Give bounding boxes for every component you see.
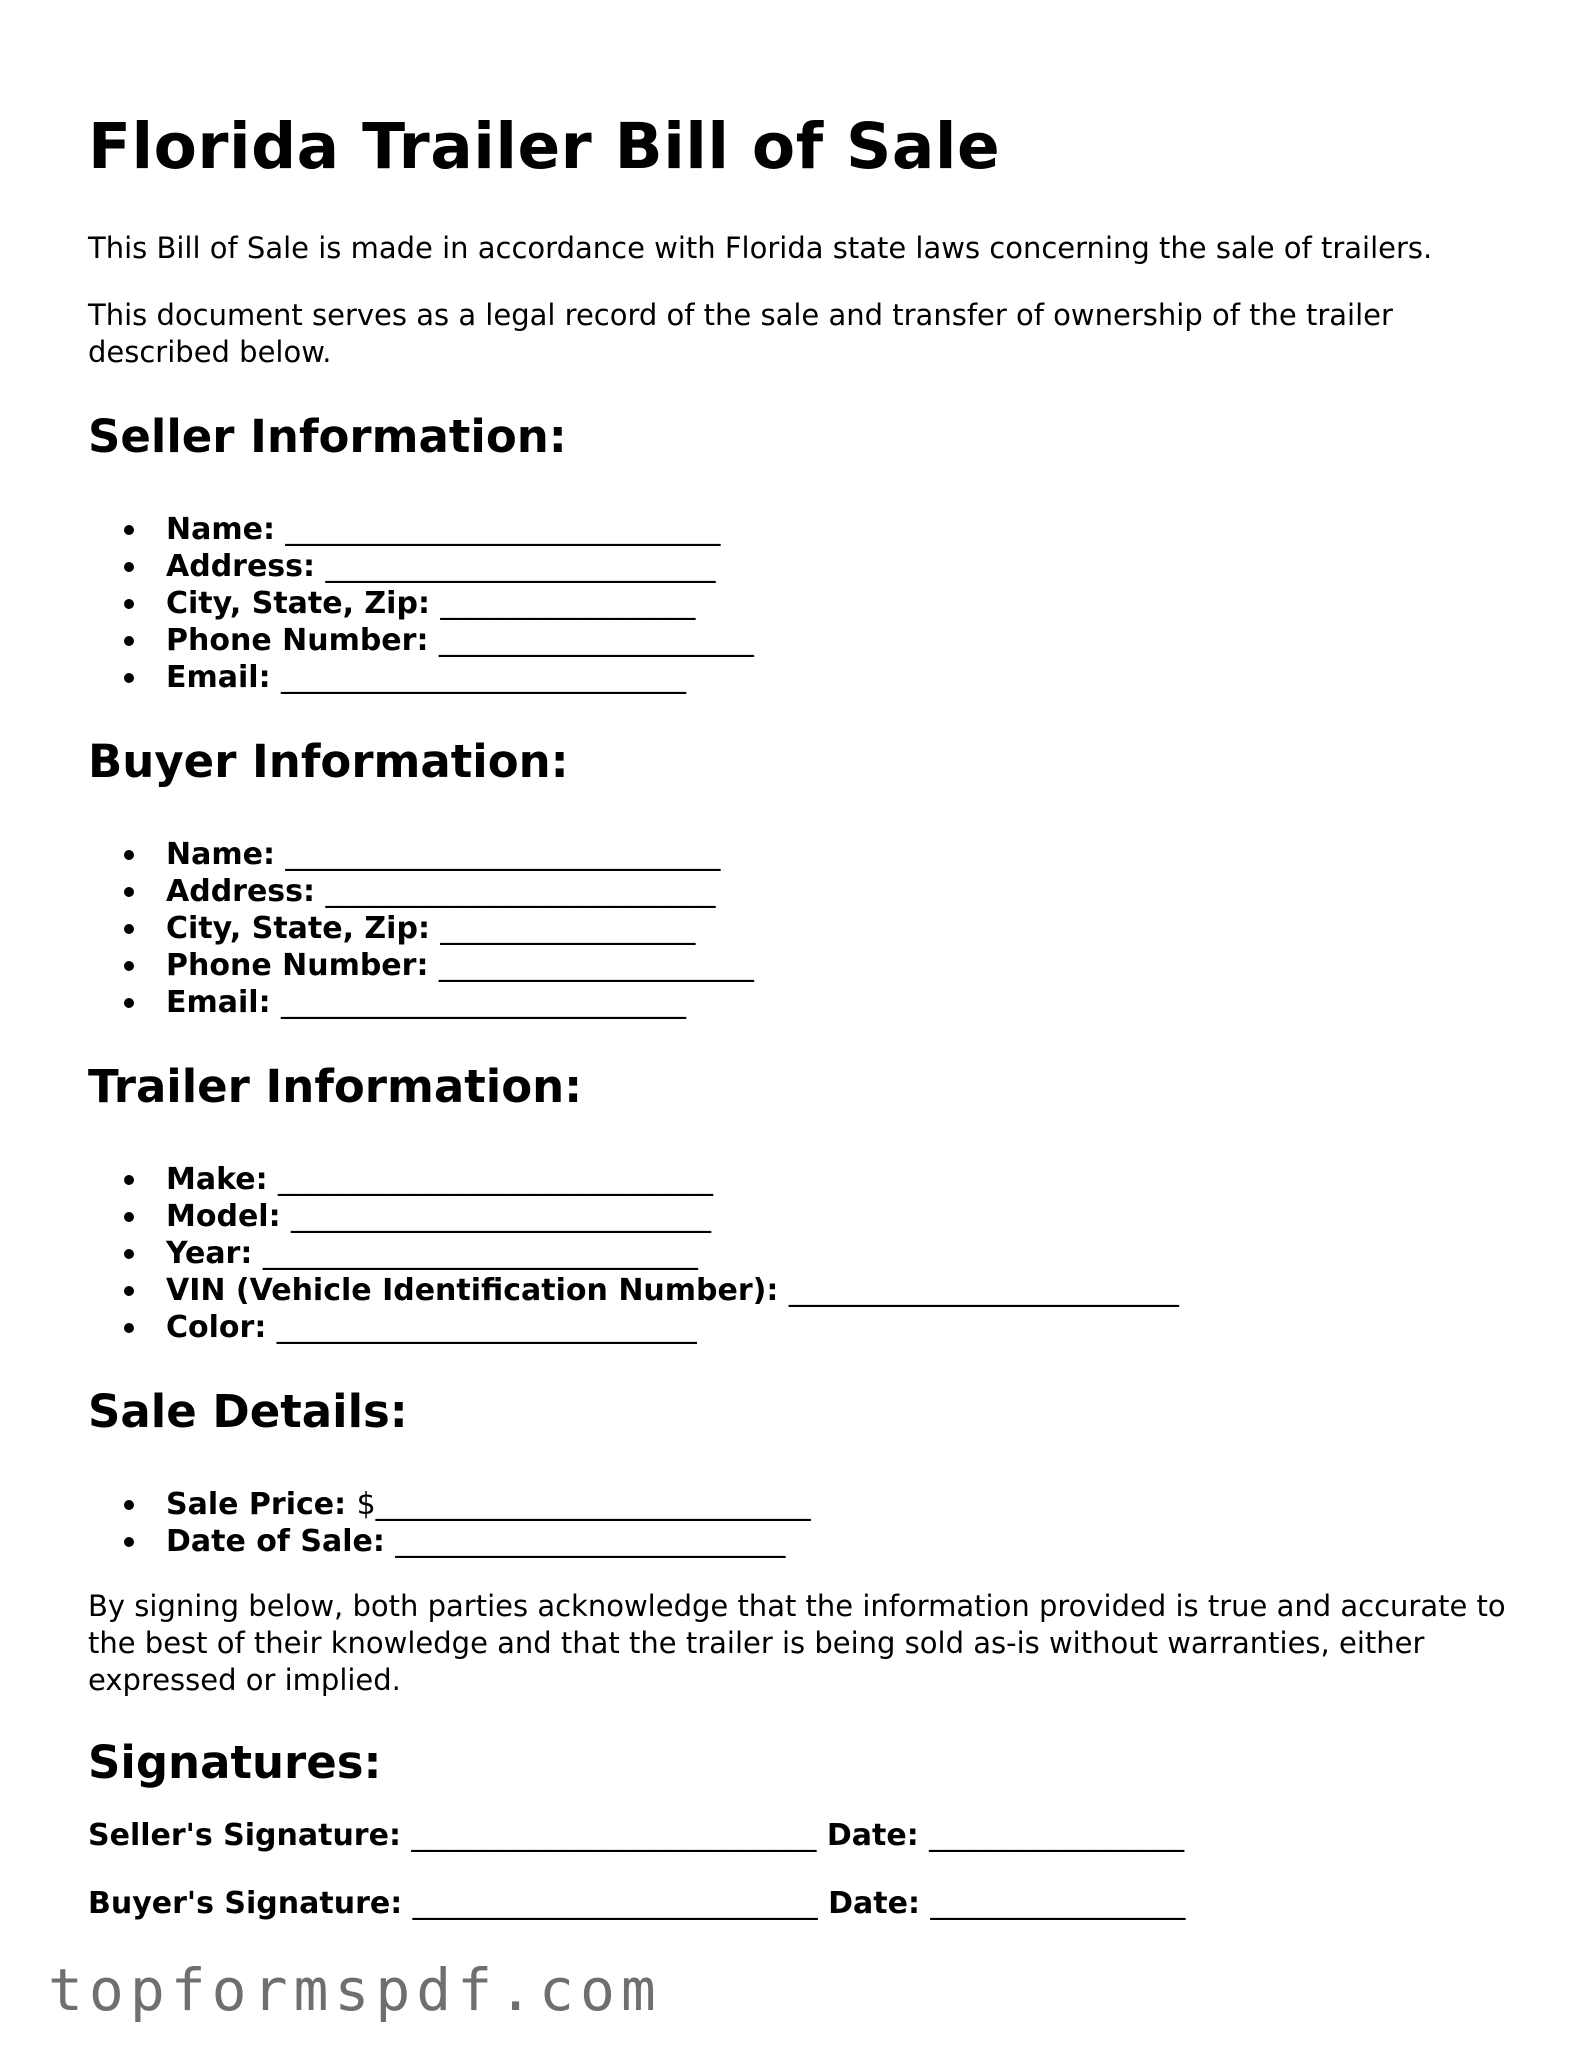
sale-section-heading: Sale Details: — [88, 1385, 408, 1438]
seller-phone-blank: _____________________ — [438, 623, 754, 658]
buyer-date-blank: _________________ — [930, 1886, 1186, 1921]
seller-date-blank: _________________ — [929, 1818, 1185, 1853]
buyer-city-state-zip-field: City, State, Zip: _________________ — [166, 910, 1508, 947]
buyer-name-blank: _____________________________ — [285, 837, 721, 872]
trailer-fields-list — [88, 1161, 1508, 1346]
buyer-email-field: Email: ___________________________ — [166, 984, 1508, 1021]
trailer-year-field: Year: _____________________________ — [166, 1235, 1508, 1272]
buyer-phone-blank: _____________________ — [438, 948, 754, 983]
trailer-vin-blank: __________________________ — [788, 1273, 1179, 1308]
seller-section-heading: Seller Information: — [88, 410, 567, 463]
buyer-signature-blank: ___________________________ — [412, 1886, 818, 1921]
buyer-city-state-zip-blank: _________________ — [440, 911, 696, 946]
trailer-color-field: Color: ____________________________ — [166, 1309, 1508, 1346]
intro-paragraph-2: This document serves as a legal record of the sale and transfer of ownership of the trailer described below. — [88, 298, 1393, 369]
seller-phone-field: Phone Number: _____________________ — [166, 622, 1508, 659]
seller-signature-label: Seller's Signature: — [88, 1818, 401, 1853]
trailer-color-blank: ____________________________ — [276, 1310, 697, 1345]
trailer-model-blank: ____________________________ — [291, 1199, 712, 1234]
trailer-year-blank: _____________________________ — [262, 1236, 698, 1271]
buyer-email-blank: ___________________________ — [281, 985, 687, 1020]
seller-email-field: Email: ___________________________ — [166, 659, 1508, 696]
seller-city-state-zip-blank: _________________ — [440, 586, 696, 621]
sale-price-field: Sale Price: $_____________________________ — [166, 1486, 1508, 1523]
seller-city-state-zip-field: City, State, Zip: _________________ — [166, 585, 1508, 622]
seller-signature-blank: ___________________________ — [411, 1818, 817, 1853]
seller-name-field: Name: _____________________________ — [166, 511, 1508, 548]
trailer-section-heading: Trailer Information: — [88, 1060, 583, 1113]
date-of-sale-field: Date of Sale: __________________________ — [166, 1523, 1508, 1560]
seller-name-blank: _____________________________ — [285, 512, 721, 547]
buyer-address-blank: __________________________ — [325, 874, 716, 909]
signatures-section-heading: Signatures: — [88, 1736, 382, 1789]
intro-paragraph-1: This Bill of Sale is made in accordance with Florida state laws concerning the sale of trailers. — [88, 231, 1433, 265]
buyer-signature-row — [88, 1885, 1508, 1922]
watermark-text: topformspdf.com — [48, 1956, 662, 2024]
buyer-signature-label: Buyer's Signature: — [88, 1886, 403, 1921]
trailer-model-field: Model: ____________________________ — [166, 1198, 1508, 1235]
trailer-make-field: Make: _____________________________ — [166, 1161, 1508, 1198]
sale-fields-list — [88, 1486, 1508, 1560]
sale-price-blank: $_____________________________ — [356, 1487, 811, 1522]
bill-of-sale-document — [88, 108, 1508, 1953]
seller-email-blank: ___________________________ — [281, 660, 687, 695]
seller-date-label: Date: — [826, 1818, 919, 1853]
buyer-date-label: Date: — [828, 1886, 920, 1921]
seller-fields-list — [88, 511, 1508, 696]
buyer-fields-list — [88, 836, 1508, 1021]
buyer-name-field: Name: _____________________________ — [166, 836, 1508, 873]
date-of-sale-blank: __________________________ — [395, 1524, 786, 1559]
seller-address-blank: __________________________ — [325, 549, 716, 584]
acknowledgment-paragraph: By signing below, both parties acknowledge that the information provided is true and accurate to the best of their knowledge and that the trailer is being sold as-is without warranties, either expressed or implied. — [88, 1589, 1506, 1697]
buyer-address-field: Address: __________________________ — [166, 873, 1508, 910]
buyer-phone-field: Phone Number: _____________________ — [166, 947, 1508, 984]
seller-address-field: Address: __________________________ — [166, 548, 1508, 585]
page-title: Florida Trailer Bill of Sale — [88, 110, 1001, 183]
trailer-make-blank: _____________________________ — [278, 1162, 714, 1197]
seller-signature-row — [88, 1817, 1508, 1854]
buyer-section-heading: Buyer Information: — [88, 735, 569, 788]
trailer-vin-field: VIN (Vehicle Identification Number): __________________________ — [166, 1272, 1508, 1309]
